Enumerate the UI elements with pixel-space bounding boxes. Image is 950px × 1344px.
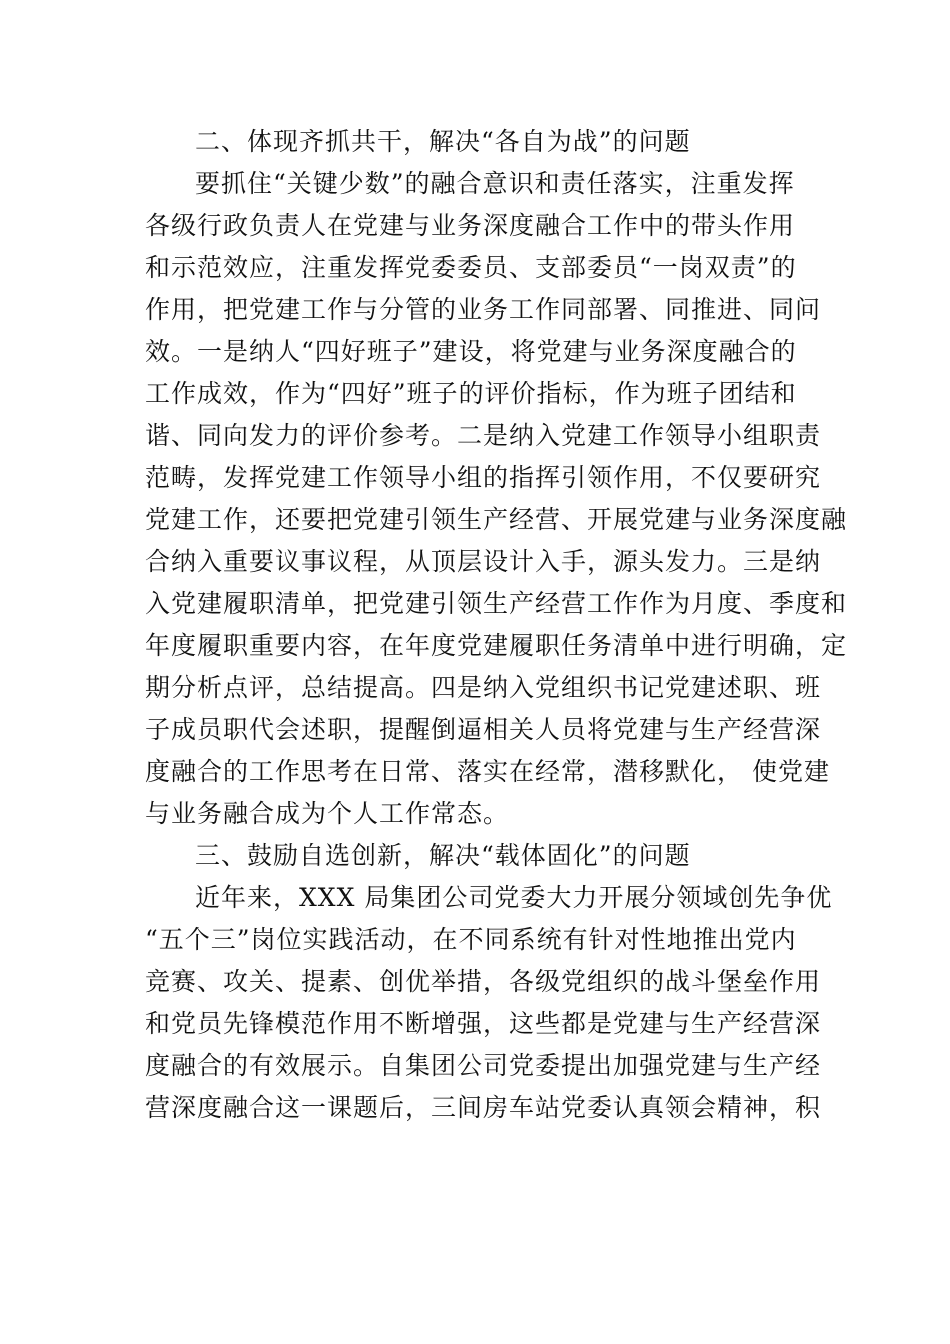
- paragraph-line: 度融合的有效展示。自集团公司党委提出加强党建与生产经: [145, 1051, 822, 1080]
- paragraph-line: 工作成效，作为“四好”班子的评价指标，作为班子团结和: [145, 379, 797, 408]
- paragraph-line: 竞赛、攻关、提素、创优举措，各级党组织的战斗堡垒作用: [145, 967, 822, 996]
- paragraph-line: 营深度融合这一课题后，三间房车站党委认真领会精神，积: [145, 1093, 822, 1122]
- paragraph-line: 年度履职重要内容，在年度党建履职任务清单中进行明确，定: [145, 631, 848, 660]
- paragraph-line: 和党员先锋模范作用不断增强，这些都是党建与生产经营深: [145, 1009, 822, 1038]
- paragraph-line: 要抓住“关键少数”的融合意识和责任落实，注重发挥: [195, 169, 795, 198]
- paragraph-line: 期分析点评，总结提高。四是纳入党组织书记党建述职、班: [145, 673, 822, 702]
- paragraph-line: 和示范效应，注重发挥党委委员、支部委员“一岗双责”的: [145, 253, 797, 282]
- section-heading-3: 三、鼓励自选创新，解决“载体固化”的问题: [195, 841, 691, 870]
- paragraph-line: 党建工作，还要把党建引领生产经营、开展党建与业务深度融: [145, 505, 848, 534]
- paragraph-line: 效。一是纳人“四好班子”建设，将党建与业务深度融合的: [145, 337, 797, 366]
- paragraph-line: 入党建履职清单，把党建引领生产经营工作作为月度、季度和: [145, 589, 848, 618]
- paragraph-line: 作用，把党建工作与分管的业务工作同部署、同推进、同问: [145, 295, 822, 324]
- section-heading-2: 二、体现齐抓共干，解决“各自为战”的问题: [195, 127, 691, 156]
- paragraph-line: 范畴，发挥党建工作领导小组的指挥引领作用，不仅要研究: [145, 463, 822, 492]
- paragraph-line: “五个三”岗位实践活动，在不同系统有针对性地推出党内: [145, 925, 797, 954]
- paragraph-line: 度融合的工作思考在日常、落实在经常，潜移默化， 使党建: [145, 757, 830, 786]
- paragraph-line: 近年来，XXX 局集团公司党委大力开展分领域创先争优: [195, 883, 833, 912]
- paragraph-line: 子成员职代会述职，提醒倒逼相关人员将党建与生产经营深: [145, 715, 822, 744]
- paragraph-line: 合纳入重要议事议程，从顶层设计入手，源头发力。三是纳: [145, 547, 822, 576]
- paragraph-line: 各级行政负责人在党建与业务深度融合工作中的带头作用: [145, 211, 796, 240]
- paragraph-line: 与业务融合成为个人工作常态。: [145, 799, 510, 828]
- paragraph-line: 谐、同向发力的评价参考。二是纳入党建工作领导小组职责: [145, 421, 822, 450]
